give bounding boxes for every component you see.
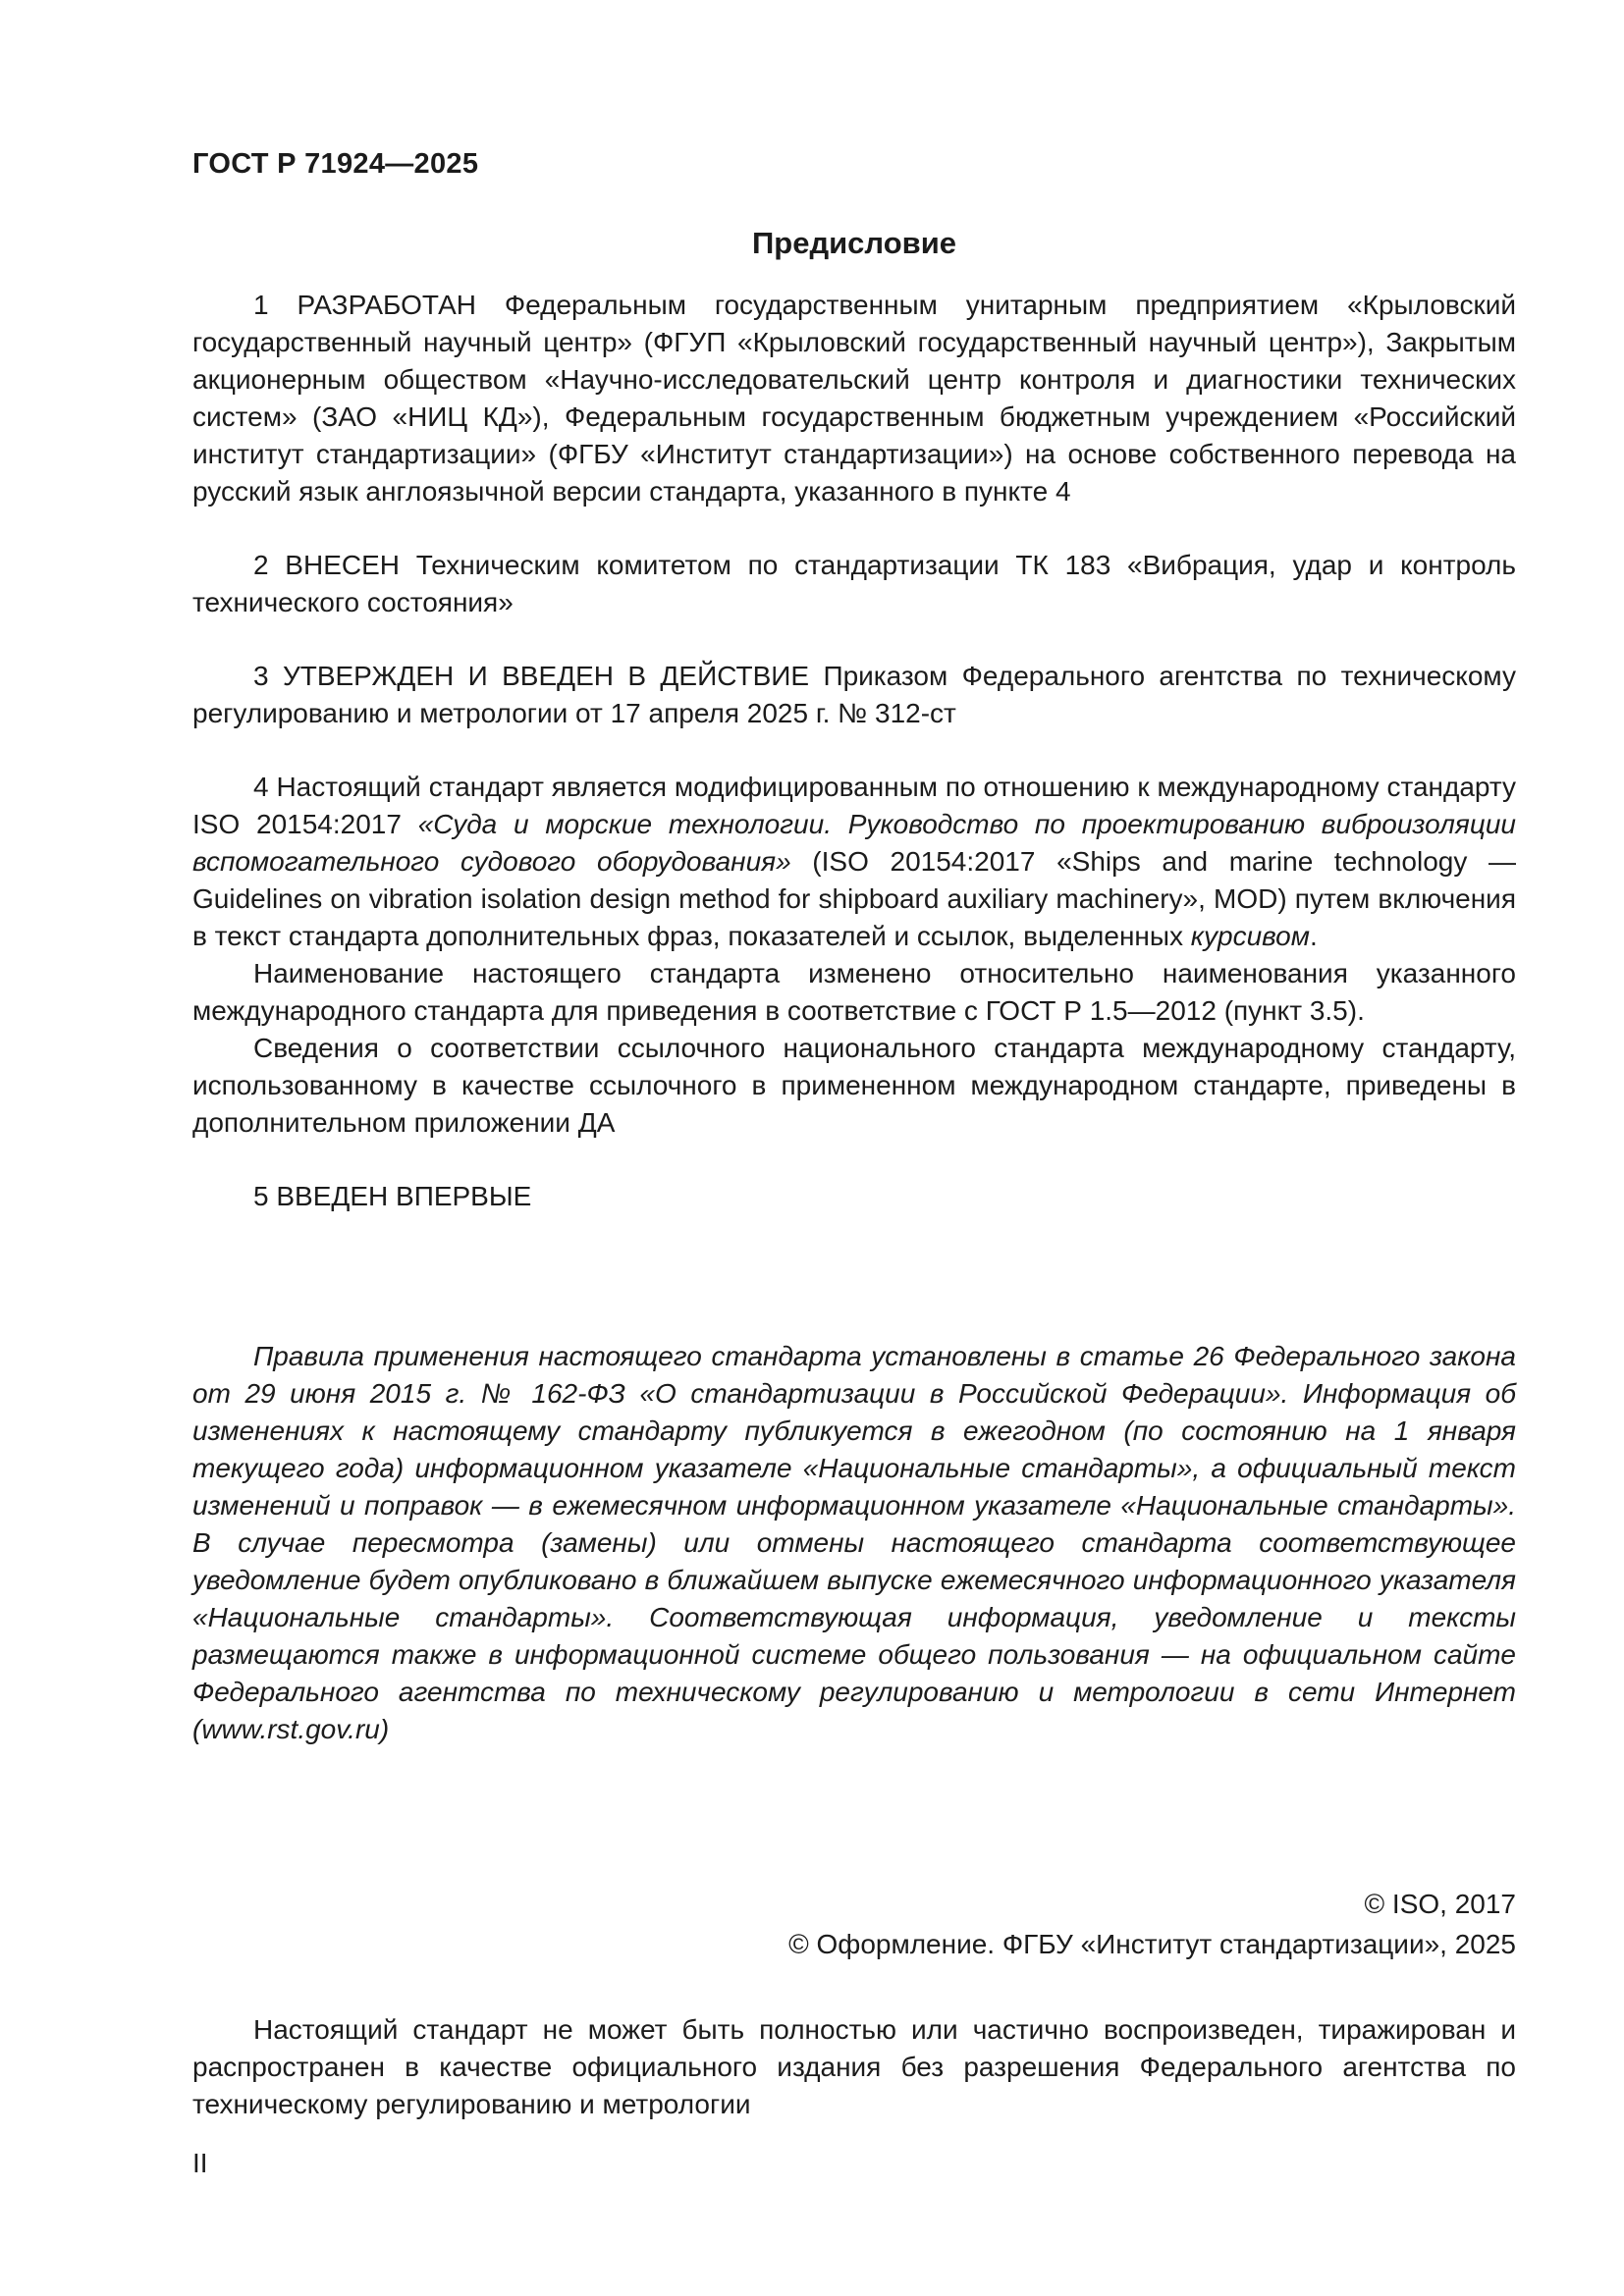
legal-notice: Правила применения настоящего стандарта установлены в статье 26 Федерального закона от 29 июня 2015 г. № 162-ФЗ «О стандартизации в Российской Федерации». Информация об изменениях к настоящему стандарту публикуется в ежегодном (по состоянию на 1 января текущего года) информационном указателе «Национальные стандарты», а официальный текст изменений и поправок — в ежемесячном информационном указателе «Национальные стандарты». В случае пересмотра (замены) или отмены настоящего стандарта соответствующее уведомление будет опубликовано в ближайшем выпуске ежемесячного информационного указателя «Национальные стандарты». Соответствующая информация, уведомление и тексты размещаются также в информационной системе общего пользования — на официальном сайте Федерального агентства по техническому регулированию и метрологии в сети Интернет (www.rst.gov.ru) [192, 1341, 1516, 1744]
page-number: II [192, 2148, 208, 2178]
copyright-block [192, 1884, 1516, 1964]
clause4-intro-text: 4 Настоящий стандарт является модифицированным по отношению к международному стандарту ISO 20154:2017 [192, 772, 1516, 839]
document-header [192, 147, 1516, 181]
clause4-russian-title: «Суда и морские технологии. Руководство по проектированию виброизоляции вспомогательного судового оборудования» [192, 809, 1516, 877]
foreword-clause-4-intro [192, 769, 1516, 955]
foreword-clause-5: 5 ВВЕДЕН ВПЕРВЫЕ [253, 1181, 532, 1211]
foreword-clause-3: 3 УТВЕРЖДЕН И ВВЕДЕН В ДЕЙСТВИЕ Приказом Федерального агентства по техническому регулированию и метрологии от 17 апреля 2025 г. № 312-ст [192, 661, 1516, 728]
foreword-clause-4-note-reference: Сведения о соответствии ссылочного национального стандарта международному стандарту, использованному в качестве ссылочного в примененном международном стандарте, приведены в дополнительном приложении ДА [192, 1033, 1516, 1138]
vertical-spacer [192, 1748, 1516, 1884]
clause4-italic-word: курсивом [1190, 921, 1310, 951]
foreword-clause-4-note-renaming: Наименование настоящего стандарта изменено относительно наименования указанного международного стандарта для приведения в соответствие с ГОСТ Р 1.5—2012 (пункт 3.5). [192, 958, 1516, 1026]
standard-designation: ГОСТ Р 71924—2025 [192, 148, 479, 180]
copyright-publisher: © Оформление. ФГБУ «Институт стандартизации», 2025 [788, 1929, 1516, 1959]
foreword-clause-2: 2 ВНЕСЕН Техническим комитетом по стандартизации ТК 183 «Вибрация, удар и контроль технического состояния» [192, 550, 1516, 617]
copyright-iso: © ISO, 2017 [1364, 1889, 1516, 1919]
clause4-english-title-and-method: (ISO 20154:2017 «Ships and marine technology — Guidelines on vibration isolation design method for shipboard auxiliary machinery», MOD) путем включения в текст стандарта дополнительных фраз, показателей и ссылок, выделенных [192, 846, 1516, 951]
clause4-period: . [1309, 921, 1318, 951]
reproduction-restriction: Настоящий стандарт не может быть полностью или частично воспроизведен, тиражирован и распространен в качестве официального издания без разрешения Федерального агентства по техническому регулированию и метрологии [192, 2014, 1516, 2119]
foreword-clause-1: 1 РАЗРАБОТАН Федеральным государственным унитарным предприятием «Крыловский государственный научный центр» (ФГУП «Крыловский государственный научный центр»), Закрытым акционерным обществом «Научно-исследовательский центр контроля и диагностики технических систем» (ЗАО «НИЦ КД»), Федеральным государственным бюджетным учреждением «Российский институт стандартизации» (ФГБУ «Институт стандартизации») на основе собственного перевода на русский язык англоязычной версии стандарта, указанного в пункте 4 [192, 290, 1516, 507]
page-title: Предисловие [751, 226, 956, 260]
